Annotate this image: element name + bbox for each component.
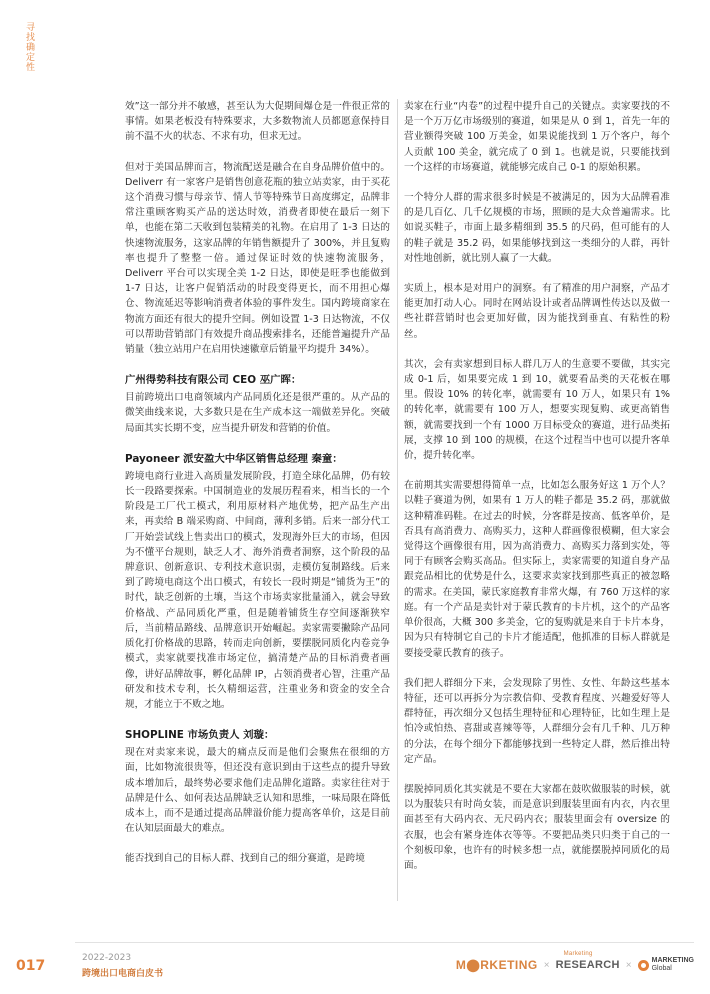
body-paragraph: 我们把人群细分下来，会发现除了男性、女性、年龄这些基本特征，还可以再拆分为宗教信仰、受教育程度、兴趣爱好等人群特征，再次细分又包括生理特征和心理特征，比如生理上是怕冷或怕热、喜甜或喜辣等等，人群细分会有几千种、几万种的分法，在每个细分下都能够找到一些特定人群，然后推出特定产品。 [404, 677, 670, 765]
section-side-tab: 寻找确定性 [24, 22, 34, 72]
marketing-global-logo-top: MARKETING [651, 957, 694, 964]
marketing-global-logo-bottom: Global [651, 965, 672, 972]
body-paragraph: 实质上，根本是对用户的洞察。有了精准的用户洞察，产品才能更加打动人心。同时在网站设计或者品牌调性传达以及做一些社群营销时也会更加好做，因为能找到垂直、有粘性的粉丝。 [404, 283, 670, 340]
footer-rule [75, 942, 694, 943]
marketing-global-logo [638, 957, 694, 973]
research-logo-text: RESEARCH [555, 959, 620, 971]
speaker-heading: 广州得势科技有限公司 CEO 巫广晖： [125, 374, 302, 387]
right-text-column [404, 99, 670, 888]
speaker-heading: Payoneer 派安盈大中华区销售总经理 秦童： [125, 452, 343, 465]
logo-separator: × [543, 959, 550, 971]
partner-logos [455, 951, 694, 973]
body-paragraph: 能否找到自己的目标人群、找到自己的细分赛道，是跨境 [125, 853, 365, 865]
body-paragraph: 现在对卖家来说，最大的痛点反而是他们会聚焦在很细的方面，比如物流很贵等，但还没有意识到由于这些点的提升导致成本增加后，最终势必要求他们走品牌化道路。卖家往往对于品牌是什么、如何表达品牌缺乏认知和思维，一味局限在降低成本上，而不是通过提高品牌溢价能力提高客单价，这是目前在认知层面最大的难点。 [125, 747, 390, 835]
speaker-heading: SHOPLINE 市场负责人 刘璇： [125, 729, 275, 742]
body-paragraph: 摆脱掉同质化其实就是不要在大家都在鼓吹做服装的时候，就以为服装只有时尚女装，而是意识到服装里面有内衣，内衣里面甚至有大码内衣、无尺码内衣；服装里面会有 oversize 的衣服，也会有紧身连体衣等等。不要把品类只归类于自己的一个刻板印象，也许有的时候多想一点，就能摆脱掉同质化的局面。 [404, 783, 670, 871]
body-paragraph: 但对于美国品牌而言，物流配送是融合在自身品牌价值中的。Deliverr 有一家客户是销售创意花瓶的独立站卖家，由于买花这个消费习惯与母亲节、情人节等特殊节日高度绑定，品牌非常注重顾客购买产品的送达时效，消费者即使在最后一刻下单，也能在第二天收到包装精美的礼物。在启用了 1-3 日达的快速物流服务，这家品牌的年销售额提升了 300%，并且复购率也提升了整整一倍。通过保证时效的快速物流服务，Deliverr 平台可以实现全美 1-2 日达，即使是旺季也能做到 1-7 日达，让客户促销活动的时段变得更长，而不用担心爆仓、物流延迟等影响消费者体验的事件发生。国内跨境商家在物流方面还有很大的提升空间。例如设置 1-3 日达物流，不仅可以帮助营销部门有效提升商品搜索排名，还能普遍提升产品销量（独立站用户在启用快速徽章后销量平均提升 34%）。 [125, 161, 390, 356]
marketing-global-mark-icon [638, 960, 649, 971]
body-paragraph: 一个特分人群的需求很多时候是不被满足的，因为大品牌看准的是几百亿、几千亿规模的市场，照顾的是大众普遍需求。比如说买鞋子，市面上最多精细到 35.5 的尺码，但可能有的人的鞋子就是 35.2 码，如果能够找到这一类细分的人群，再针对性地创新，就比别人赢了一大截。 [404, 192, 670, 264]
body-paragraph: 效”这一部分并不敏感，甚至认为大促期间爆仓是一件很正常的事情。如果老板没有特殊要求，大多数物流人员都愿意保持目前不温不火的状态、不求有功，但求无过。 [125, 101, 390, 143]
body-paragraph: 其次，会有卖家想到目标人群几万人的生意要不要做，其实完成 0-1 后，如果要完成 1 到 10，就要看品类的天花板在哪里。假设 10% 的转化率，就需要有 10 万人，如果只有 1% 的转化率，就需要有 100 万人，想要实现复购、或更高销售额，就需要找到一个有 1000 万目标受众的赛道，进行品类拓展，支撑 10 到 100 的规模，在这个过程当中也可以提升客单价，提升转化率。 [404, 358, 670, 462]
body-paragraph: 目前跨境出口电商领域内产品同质化还是很严重的。从产品的微笑曲线来说，大多数只是在生产成本这一端做差异化。突破局面其实长期不变，应当提升研发和营销的价值。 [125, 392, 390, 434]
report-year: 2022-2023 [82, 953, 132, 963]
research-logo-superscript: Marketing [563, 951, 593, 957]
column-divider [397, 99, 398, 901]
body-paragraph: 卖家在行业“内卷”的过程中提升自己的关键点。卖家要找的不是一个万万亿市场级别的赛道，如果是从 0 到 1，首先一年的营业额得突破 100 万美金，如果说能找到 1 万个客户，每个人贡献 100 美金，就完成了 0 到 1。也就是说，只要能找到一个这样的市场赛道，就能够完成自己 0-1 的原始积累。 [404, 101, 670, 173]
report-title: 跨境出口电商白皮书 [82, 969, 164, 979]
page-number: 017 [16, 958, 46, 974]
logo-separator: × [625, 959, 632, 971]
body-paragraph: 在前期其实需要想得简单一点，比如怎么服务好这 1 万个人？以鞋子赛道为例，如果有 1 万人的鞋子都是 35.2 码，那就做这种精准码鞋。在过去的时候，分客群是按高、低客单价，是否具有高消费力、高购买力，这种人群画像很模糊，但大家会觉得这个画像很有用，因为高消费力、高购买力落到实处，等同于有顾客会购买高品。但实际上，卖家需要的知道自身产品跟竞品相比的优势是什么，这要求卖家找到那些真正的被忽略的需求。在美国，蒙氏家庭教育非常火爆，有 760 万这样的家庭。有一个产品是卖针对于蒙氏教育的卡片机，这个的产品客单价很高，大概 300 多美金，它的复购就是来自于卡片本身，因为只有特制它自己的卡片才能适配，他抓准的目标人群就是要接受蒙氏教育的孩子。 [404, 480, 670, 659]
marketing-logo: M⬤RKETING [455, 958, 538, 972]
left-text-column [125, 99, 390, 882]
research-logo [555, 951, 620, 971]
body-paragraph: 跨境电商行业进入高质量发展阶段，打造全球化品牌，仍有较长一段路要探索。中国制造业的发展历程看来，相当长的一个阶段是工厂代工模式，利用原材料产地优势，把产品生产出来，再卖给 B 端采购商、中间商，薄利多销。后来一部分代工厂开始尝试线上售卖出口的模式，发现海外巨大的市场，但因为不懂平台规则，缺乏人才、海外消费者洞察，这个阶段的品牌意识、创新意识、专利技术意识弱，走模仿复制路线。后来到了跨境电商这个出口模式，有较长一段时期是“铺货为王”的时代，缺乏创新的土壤，当这个市场卖家批量涌入，就会导致价格战、产品同质化严重，但是随着铺货生存空间逐渐狭窄后，当前精品路线、品牌意识开始崛起。卖家需要撇除产品同质化打价格战的思路，转而走向创新，要摆脱同质化内卷竞争模式，卖家就要找准市场定位，搞清楚产品的目标消费者画像，讲好品牌故事，孵化品牌 IP，占领消费者心智，注重产品研发和技术专利，长久精细运营，注重业务和资金的安全合规，才能立于不败之地。 [125, 470, 390, 710]
